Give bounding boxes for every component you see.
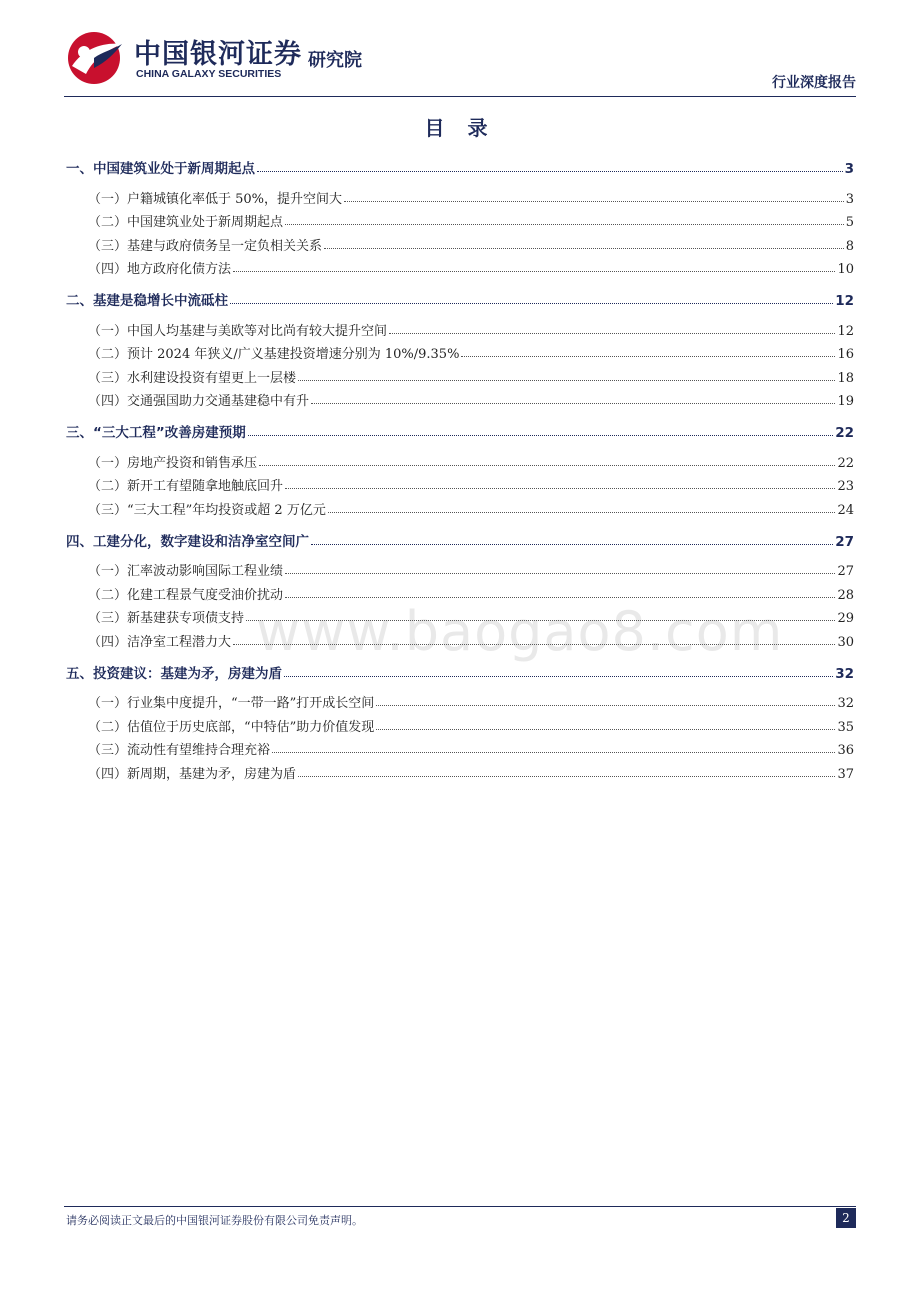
toc-entry-title: （二）估值位于历史底部，“中特估”助力价值发现 <box>88 719 375 735</box>
dot-leader <box>298 776 835 777</box>
toc-entry-title: （三）“三大工程”年均投资或超 2 万亿元 <box>88 502 326 518</box>
toc-subentry[interactable] <box>66 362 854 386</box>
toc-entry-page: 19 <box>837 394 854 409</box>
toc-entry-title: （四）新周期，基建为矛，房建为盾 <box>88 766 297 782</box>
toc-subentry[interactable] <box>66 471 854 495</box>
toc-entry-page: 3 <box>845 191 854 207</box>
dot-leader <box>284 676 833 677</box>
toc-entry-page: 16 <box>837 347 854 362</box>
dot-leader <box>285 597 835 598</box>
logo-chinese-name: 中国银河证券 <box>134 39 302 70</box>
toc-section-heading[interactable] <box>66 417 854 441</box>
toc-section <box>66 285 854 409</box>
page-number-badge: 2 <box>836 1208 856 1228</box>
page-header <box>64 24 856 96</box>
toc-entry-title: （三）基建与政府债务呈一定负相关关系 <box>88 238 323 254</box>
dot-leader <box>285 224 844 225</box>
toc-entry-page: 10 <box>837 262 854 277</box>
toc-entry-page: 12 <box>837 323 854 339</box>
toc-section-heading[interactable] <box>66 526 854 550</box>
footer-divider <box>64 1206 856 1207</box>
toc-entry-title: （一）户籍城镇化率低于 50%，提升空间大 <box>88 191 343 207</box>
toc-entry-title: （四）交通强国助力交通基建稳中有升 <box>88 394 310 409</box>
toc-entry-title: （二）预计 2024 年狭义/广义基建投资增速分别为 10%/9.35% <box>88 347 460 362</box>
logo-english-name: CHINA GALAXY SECURITIES <box>136 68 282 80</box>
dot-leader <box>259 465 835 466</box>
dot-leader <box>389 333 835 334</box>
toc-subentry[interactable] <box>66 758 854 782</box>
toc-entry-title: 四、工建分化，数字建设和洁净室空间广 <box>66 533 309 550</box>
toc-subentry[interactable] <box>66 183 854 207</box>
toc-subentry[interactable] <box>66 230 854 254</box>
toc-subentry[interactable] <box>66 556 854 580</box>
toc-entry-page: 27 <box>837 564 854 579</box>
dot-leader <box>376 729 835 730</box>
toc-entry-title: （一）中国人均基建与美欧等对比尚有较大提升空间 <box>88 323 388 339</box>
toc-entry-page: 22 <box>835 425 854 441</box>
toc-section <box>66 153 854 277</box>
toc-entry-page: 23 <box>837 479 854 494</box>
toc-entry-title: （二）新开工有望随拿地触底回升 <box>88 479 284 494</box>
dot-leader <box>298 380 835 381</box>
toc-entry-title: （三）新基建获专项债支持 <box>88 611 245 626</box>
toc-subentry[interactable] <box>66 688 854 712</box>
toc-entry-title: 一、中国建筑业处于新周期起点 <box>66 161 255 177</box>
toc-entry-title: （一）汇率波动影响国际工程业绩 <box>88 564 284 579</box>
toc-entry-page: 32 <box>837 696 854 711</box>
toc-entry-page: 37 <box>837 766 854 782</box>
toc-subentry[interactable] <box>66 386 854 410</box>
toc-entry-page: 24 <box>837 502 854 518</box>
toc-entry-page: 32 <box>835 665 854 682</box>
dot-leader <box>230 303 833 304</box>
dot-leader <box>285 488 835 489</box>
toc-subentry[interactable] <box>66 735 854 759</box>
header-divider <box>64 96 856 97</box>
toc-entry-title: （一）房地产投资和销售承压 <box>88 455 258 471</box>
report-type-label: 行业深度报告 <box>772 75 856 91</box>
dot-leader <box>311 544 833 545</box>
toc-subentry[interactable] <box>66 207 854 231</box>
toc-entry-title: 二、基建是稳增长中流砥柱 <box>66 293 228 309</box>
table-of-contents <box>66 153 854 790</box>
toc-entry-title: （四）洁净室工程潜力大 <box>88 634 232 650</box>
toc-entry-page: 36 <box>837 743 854 758</box>
toc-entry-page: 18 <box>837 370 854 386</box>
toc-entry-page: 35 <box>837 719 854 735</box>
toc-entry-page: 28 <box>837 587 854 603</box>
institute-label: 研究院 <box>308 50 362 71</box>
toc-subentry[interactable] <box>66 711 854 735</box>
toc-subentry[interactable] <box>66 339 854 363</box>
galaxy-logo-icon <box>64 28 126 86</box>
toc-entry-title: （二）化建工程景气度受油价扰动 <box>88 587 284 603</box>
dot-leader <box>233 271 835 272</box>
dot-leader <box>344 201 844 202</box>
toc-entry-title: （二）中国建筑业处于新周期起点 <box>88 215 284 230</box>
dot-leader <box>328 512 836 513</box>
toc-entry-page: 22 <box>837 455 854 471</box>
dot-leader <box>248 435 833 436</box>
toc-entry-page: 5 <box>845 215 854 230</box>
toc-entry-page: 30 <box>837 634 854 650</box>
watermark: www.baogao8.com <box>256 600 784 663</box>
toc-entry-title: 三、“三大工程”改善房建预期 <box>66 425 246 441</box>
toc-entry-title: （三）水利建设投资有望更上一层楼 <box>88 370 297 386</box>
toc-entry-page: 27 <box>835 533 854 550</box>
toc-section <box>66 658 854 782</box>
toc-entry-page: 3 <box>844 161 854 177</box>
dot-leader <box>272 752 835 753</box>
toc-section-heading[interactable] <box>66 153 854 177</box>
toc-subentry[interactable] <box>66 315 854 339</box>
dot-leader <box>311 403 835 404</box>
toc-entry-title: （一）行业集中度提升，“一带一路”打开成长空间 <box>88 696 375 711</box>
dot-leader <box>257 171 843 172</box>
dot-leader <box>376 705 835 706</box>
toc-entry-page: 12 <box>835 293 854 309</box>
dot-leader <box>285 573 835 574</box>
toc-section-heading[interactable] <box>66 285 854 309</box>
toc-entry-title: （三）流动性有望维持合理充裕 <box>88 743 271 758</box>
toc-section <box>66 417 854 518</box>
toc-subentry[interactable] <box>66 447 854 471</box>
toc-entry-title: （四）地方政府化债方法 <box>88 262 232 277</box>
dot-leader <box>324 248 844 249</box>
dot-leader <box>461 356 835 357</box>
toc-entry-page: 29 <box>837 611 854 626</box>
toc-title: 目 录 <box>424 116 496 140</box>
toc-subentry[interactable] <box>66 579 854 603</box>
toc-subentry[interactable] <box>66 494 854 518</box>
toc-entry-title: 五、投资建议：基建为矛，房建为盾 <box>66 665 282 682</box>
toc-entry-page: 8 <box>845 238 854 254</box>
footer-disclaimer: 请务必阅读正文最后的中国银河证券股份有限公司免责声明。 <box>66 1214 363 1227</box>
toc-subentry[interactable] <box>66 254 854 278</box>
